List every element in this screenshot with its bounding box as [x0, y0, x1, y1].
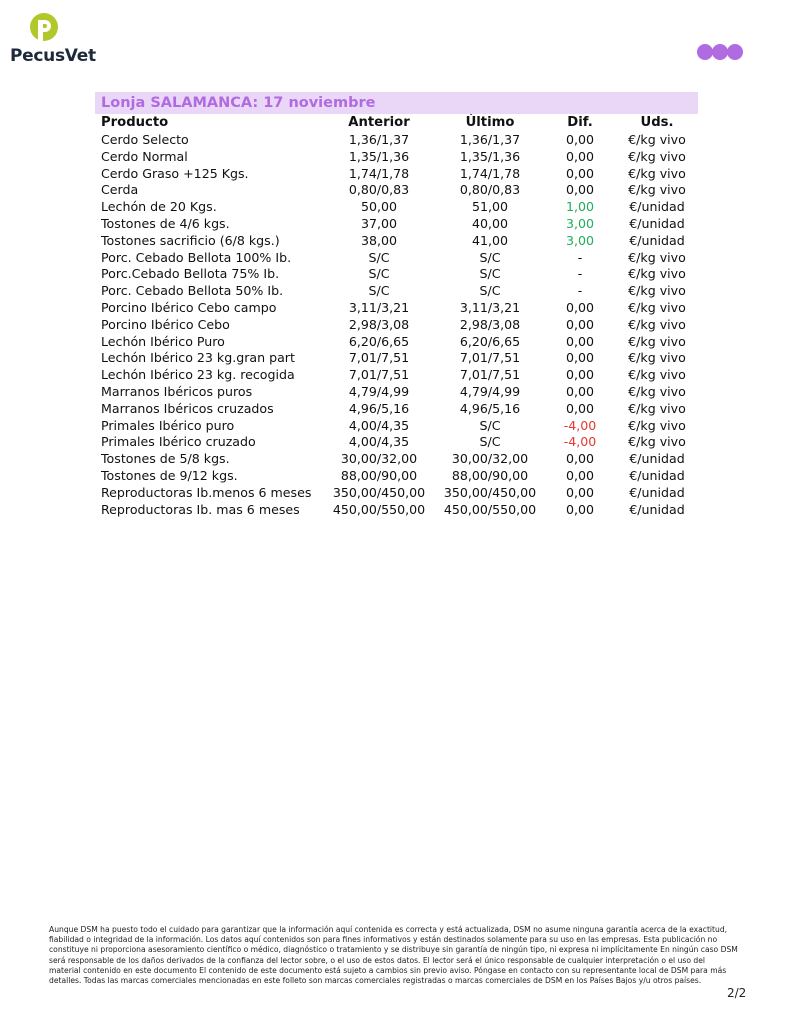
cell-anterior: 2,98/3,08	[348, 316, 410, 332]
cell-producto: Porc.Cebado Bellota 75% Ib.	[101, 266, 280, 282]
cell-dif: 0,00	[565, 367, 595, 383]
cell-dif: 0,00	[565, 299, 595, 315]
cell-ultimo: 350,00/450,00	[443, 484, 537, 500]
table-row	[95, 502, 698, 519]
cell-ultimo: 2,98/3,08	[459, 316, 521, 332]
cell-producto: Tostones sacrificio (6/8 kgs.)	[101, 232, 280, 248]
cell-producto: Lechón de 20 Kgs.	[101, 199, 217, 215]
cell-producto: Lechón Ibérico Puro	[101, 333, 225, 349]
cell-uds: €/unidad	[629, 215, 685, 231]
table-row	[95, 334, 698, 351]
cell-ultimo: 88,00/90,00	[451, 467, 529, 483]
table-header-row	[95, 114, 698, 132]
table-row	[95, 401, 698, 418]
cell-dif: 0,00	[565, 383, 595, 399]
cell-dif: 0,00	[565, 333, 595, 349]
cell-ultimo: 450,00/550,00	[443, 501, 537, 517]
table-row	[95, 182, 698, 199]
cell-uds: €/kg vivo	[628, 132, 686, 147]
cell-producto: Tostones de 5/8 kgs.	[101, 451, 230, 467]
cell-anterior: 4,00/4,35	[348, 417, 410, 433]
cell-anterior: 50,00	[360, 199, 398, 215]
cell-anterior: S/C	[368, 249, 390, 265]
cell-anterior: 4,00/4,35	[348, 434, 410, 450]
table-row	[95, 350, 698, 367]
cell-anterior: 30,00/32,00	[340, 451, 418, 467]
cell-producto: Reproductoras Ib. mas 6 meses	[101, 501, 300, 517]
cell-ultimo: 51,00	[471, 199, 509, 215]
table-row	[95, 485, 698, 502]
table-row	[95, 283, 698, 300]
table-row	[95, 300, 698, 317]
cell-dif: 0,00	[565, 316, 595, 332]
cell-anterior: 4,96/5,16	[348, 400, 410, 416]
table-row	[95, 418, 698, 435]
cell-uds: €/kg vivo	[628, 299, 686, 315]
cell-dif: 0,00	[565, 467, 595, 483]
cell-dif: -	[577, 283, 583, 299]
table-row	[95, 317, 698, 334]
cell-uds: €/kg vivo	[628, 316, 686, 332]
cell-uds: €/kg vivo	[628, 434, 686, 450]
cell-uds: €/kg vivo	[628, 148, 686, 164]
cell-uds: €/unidad	[629, 501, 685, 517]
cell-producto: Lechón Ibérico 23 kg.gran part	[101, 350, 295, 366]
header-uds: Uds.	[640, 115, 674, 130]
cell-uds: €/unidad	[629, 484, 685, 500]
cell-anterior: 1,35/1,36	[348, 148, 410, 164]
cell-anterior: S/C	[368, 283, 390, 299]
cell-ultimo: S/C	[479, 283, 501, 299]
cell-dif: 0,00	[565, 350, 595, 366]
cell-ultimo: 30,00/32,00	[451, 451, 529, 467]
cell-dif: 0,00	[565, 182, 595, 198]
cell-producto: Marranos Ibéricos cruzados	[101, 400, 274, 416]
cell-ultimo: 0,80/0,83	[459, 182, 521, 198]
cell-dif: 0,00	[565, 451, 595, 467]
table-row	[95, 216, 698, 233]
table-row	[95, 434, 698, 451]
cell-dif: 0,00	[565, 501, 595, 517]
table-title: Lonja SALAMANCA: 17 noviembre	[95, 92, 698, 114]
table-row	[95, 149, 698, 166]
table-row	[95, 451, 698, 468]
cell-uds: €/kg vivo	[628, 383, 686, 399]
cell-ultimo: 7,01/7,51	[459, 350, 521, 366]
dot-icon	[727, 44, 743, 60]
cell-ultimo: 4,79/4,99	[459, 383, 521, 399]
cell-producto: Porcino Ibérico Cebo	[101, 316, 230, 332]
table-row	[95, 384, 698, 401]
cell-ultimo: 1,36/1,37	[459, 132, 521, 147]
cell-ultimo: 41,00	[471, 232, 509, 248]
cell-dif: 1,00	[565, 199, 595, 215]
pecusvet-p-icon	[28, 12, 68, 46]
cell-anterior: 7,01/7,51	[348, 350, 410, 366]
cell-anterior: 6,20/6,65	[348, 333, 410, 349]
cell-uds: €/kg vivo	[628, 350, 686, 366]
cell-dif: 0,00	[565, 400, 595, 416]
cell-ultimo: 3,11/3,21	[459, 299, 521, 315]
cell-dif: 3,00	[565, 232, 595, 248]
cell-uds: €/kg vivo	[628, 400, 686, 416]
header-producto: Producto	[101, 115, 169, 130]
disclaimer: Aunque DSM ha puesto todo el cuidado para garantizar que la información aquí contenida es correcta y está actualizada, DSM no asume ninguna garantía acerca de la exactitud, fiabilidad o integridad de la información. Los datos aquí contenidos son para fines informativos y están destinados solamente para su uso en las empresas. Esta publicación no constituye ni proporciona asesoramiento científico o médico, diagnóstico o tratamiento y se distribuye sin garantía de ningún tipo, ni expresa ni implícitamente En ningún caso DSM será responsable de los daños derivados de la confianza del lector sobre, o el uso de estos datos. El lector será el único responsable de cualquier interpretación o el uso del material contenido en este documento El contenido de este documento está sujeto a cambios sin previo aviso. Póngase en contacto con su representante local de DSM para más detalles. Todas las marcas comerciales mencionadas en este folleto son marcas comerciales registradas o marcas comerciales de DSM en los Países Bajos y/u otros países.	[49, 925, 738, 986]
cell-anterior: 0,80/0,83	[348, 182, 410, 198]
cell-ultimo: 6,20/6,65	[459, 333, 521, 349]
cell-ultimo: S/C	[479, 434, 501, 450]
cell-producto: Primales Ibérico cruzado	[101, 434, 256, 450]
cell-anterior: 1,36/1,37	[348, 132, 410, 147]
cell-dif: 3,00	[565, 215, 595, 231]
cell-uds: €/unidad	[629, 467, 685, 483]
page-number: 2/2	[727, 986, 747, 1000]
cell-uds: €/kg vivo	[628, 182, 686, 198]
cell-anterior: 38,00	[360, 232, 398, 248]
table-row	[95, 367, 698, 384]
logo-text: PecusVet	[10, 46, 96, 66]
table-row	[95, 132, 698, 149]
cell-uds: €/kg vivo	[628, 367, 686, 383]
table-row	[95, 250, 698, 267]
cell-dif: -	[577, 249, 583, 265]
table-row	[95, 233, 698, 250]
cell-producto: Porc. Cebado Bellota 100% Ib.	[101, 249, 292, 265]
header-anterior: Anterior	[348, 115, 410, 130]
cell-uds: €/kg vivo	[628, 333, 686, 349]
table-row	[95, 166, 698, 183]
cell-anterior: 350,00/450,00	[332, 484, 426, 500]
decorative-dots	[697, 44, 742, 60]
cell-uds: €/kg vivo	[628, 249, 686, 265]
cell-ultimo: 40,00	[471, 215, 509, 231]
cell-anterior: S/C	[368, 266, 390, 282]
cell-ultimo: S/C	[479, 249, 501, 265]
cell-producto: Cerdo Normal	[101, 148, 188, 164]
cell-ultimo: 1,35/1,36	[459, 148, 521, 164]
cell-uds: €/unidad	[629, 232, 685, 248]
cell-producto: Porc. Cebado Bellota 50% Ib.	[101, 283, 284, 299]
cell-uds: €/unidad	[629, 199, 685, 215]
cell-ultimo: S/C	[479, 266, 501, 282]
cell-anterior: 1,74/1,78	[348, 165, 410, 181]
cell-producto: Cerdo Graso +125 Kgs.	[101, 165, 249, 181]
dot-icon	[712, 44, 728, 60]
cell-uds: €/unidad	[629, 451, 685, 467]
cell-producto: Cerdo Selecto	[101, 132, 189, 147]
pecusvet-logo	[10, 12, 100, 72]
cell-anterior: 4,79/4,99	[348, 383, 410, 399]
cell-dif: -4,00	[563, 434, 597, 450]
cell-dif: -4,00	[563, 417, 597, 433]
cell-uds: €/kg vivo	[628, 165, 686, 181]
cell-anterior: 88,00/90,00	[340, 467, 418, 483]
cell-uds: €/kg vivo	[628, 266, 686, 282]
cell-dif: 0,00	[565, 165, 595, 181]
cell-anterior: 3,11/3,21	[348, 299, 410, 315]
cell-anterior: 37,00	[360, 215, 398, 231]
table-row	[95, 468, 698, 485]
cell-producto: Tostones de 9/12 kgs.	[101, 467, 238, 483]
table-body	[95, 132, 698, 518]
dot-icon	[697, 44, 713, 60]
cell-anterior: 450,00/550,00	[332, 501, 426, 517]
cell-ultimo: 7,01/7,51	[459, 367, 521, 383]
cell-dif: -	[577, 266, 583, 282]
cell-producto: Porcino Ibérico Cebo campo	[101, 299, 277, 315]
cell-ultimo: 4,96/5,16	[459, 400, 521, 416]
cell-producto: Lechón Ibérico 23 kg. recogida	[101, 367, 295, 383]
cell-producto: Reproductoras Ib.menos 6 meses	[101, 484, 312, 500]
price-table	[95, 92, 698, 518]
header-ultimo: Último	[465, 115, 515, 130]
cell-producto: Marranos Ibéricos puros	[101, 383, 253, 399]
cell-uds: €/kg vivo	[628, 283, 686, 299]
cell-dif: 0,00	[565, 148, 595, 164]
table-row	[95, 266, 698, 283]
cell-dif: 0,00	[565, 132, 595, 147]
cell-ultimo: S/C	[479, 417, 501, 433]
cell-uds: €/kg vivo	[628, 417, 686, 433]
header-dif: Dif.	[567, 115, 593, 130]
cell-dif: 0,00	[565, 484, 595, 500]
cell-producto: Tostones de 4/6 kgs.	[101, 215, 230, 231]
cell-producto: Cerda	[101, 182, 139, 198]
cell-producto: Primales Ibérico puro	[101, 417, 235, 433]
cell-anterior: 7,01/7,51	[348, 367, 410, 383]
table-title-row	[95, 92, 698, 114]
table-row	[95, 199, 698, 216]
cell-ultimo: 1,74/1,78	[459, 165, 521, 181]
